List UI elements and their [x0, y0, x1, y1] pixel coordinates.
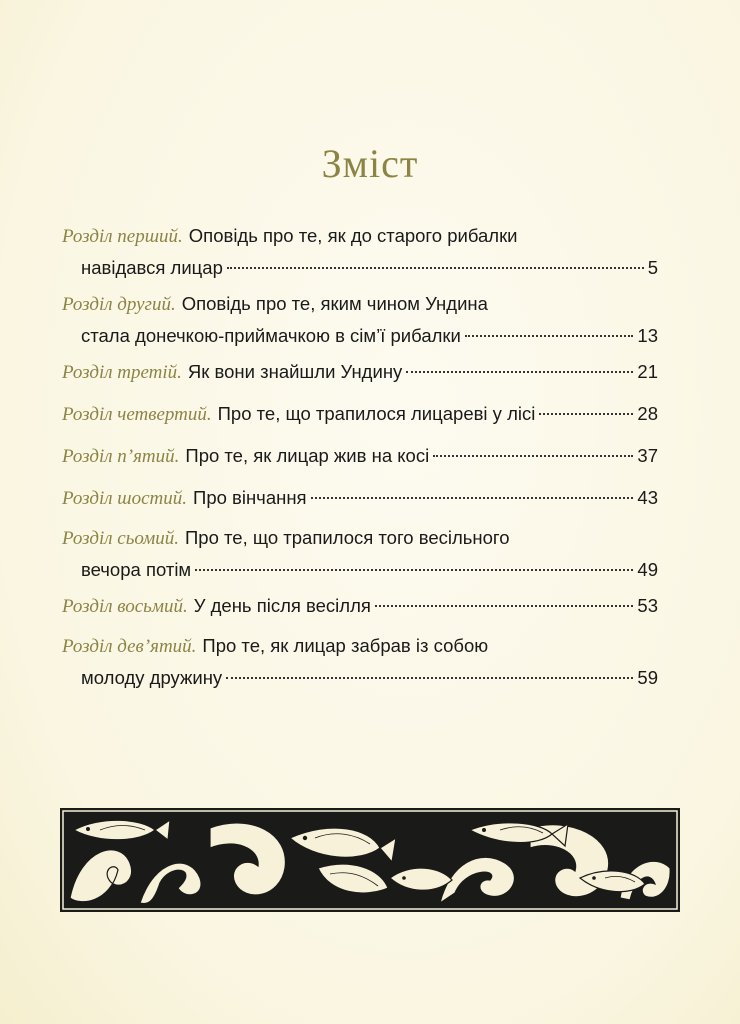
chapter-title: Про те, як лицар забрав із собою [202, 635, 489, 656]
dot-leader [465, 335, 634, 337]
dot-leader [375, 605, 634, 607]
chapter-title: У день після весілля [193, 595, 371, 616]
dot-leader [227, 267, 644, 269]
chapter-label: Розділ шостий. [62, 488, 188, 509]
page-number: 43 [637, 487, 658, 508]
page-number: 13 [637, 325, 658, 346]
chapter-label: Розділ другий. [62, 294, 176, 315]
dot-leader [406, 371, 633, 373]
chapter-title: Про те, що трапилося лицареві у лісі [217, 403, 536, 424]
toc-entry-7[interactable] [62, 522, 658, 586]
chapter-title-cont: вечора потім [81, 559, 192, 580]
chapter-title: Як вони знайшли Ундину [187, 361, 403, 382]
chapter-title-cont: молоду дружину [81, 667, 223, 688]
toc-entry-2[interactable] [62, 288, 658, 352]
page-title: Зміст [321, 141, 419, 186]
chapter-title: Про те, що трапилося того весільного [185, 527, 510, 548]
page-number: 37 [637, 445, 658, 466]
toc-entry-3[interactable] [62, 356, 658, 388]
chapter-title: Про вінчання [193, 487, 307, 508]
chapter-label: Розділ дев’ятий. [62, 636, 197, 657]
toc-entry-4[interactable] [62, 398, 658, 430]
fish-ornament-illustration [60, 808, 680, 912]
page-number: 49 [637, 559, 658, 580]
chapter-title-cont: стала донечкою-приймачкою в сім’ї рибалки [81, 325, 461, 346]
dot-leader [311, 497, 634, 499]
chapter-title: Оповідь про те, яким чином Ундина [181, 293, 488, 314]
page-number: 53 [637, 595, 658, 616]
dot-leader [433, 455, 633, 457]
page-number: 59 [637, 667, 658, 688]
page-number: 28 [637, 403, 658, 424]
chapter-label: Розділ восьмий. [62, 596, 188, 617]
toc-entry-9[interactable] [62, 630, 658, 694]
page-number: 21 [637, 361, 658, 382]
chapter-title-cont: навідався лицар [81, 257, 223, 278]
chapter-label: Розділ сьомий. [62, 528, 179, 549]
toc-entry-1[interactable] [62, 220, 658, 284]
chapter-label: Розділ п’ятий. [62, 446, 180, 467]
dot-leader [226, 677, 633, 679]
chapter-title: Про те, як лицар жив на косі [185, 445, 430, 466]
chapter-title: Оповідь про те, як до старого рибалки [188, 225, 518, 246]
toc-entry-6[interactable] [62, 482, 658, 514]
chapter-label: Розділ третій. [62, 362, 182, 383]
page-number: 5 [647, 257, 658, 278]
dot-leader [539, 413, 633, 415]
dot-leader [195, 569, 633, 571]
toc-entry-8[interactable] [62, 590, 658, 622]
toc-entry-5[interactable] [62, 440, 658, 472]
chapter-label: Розділ перший. [62, 226, 183, 247]
chapter-label: Розділ четвертий. [62, 404, 212, 425]
